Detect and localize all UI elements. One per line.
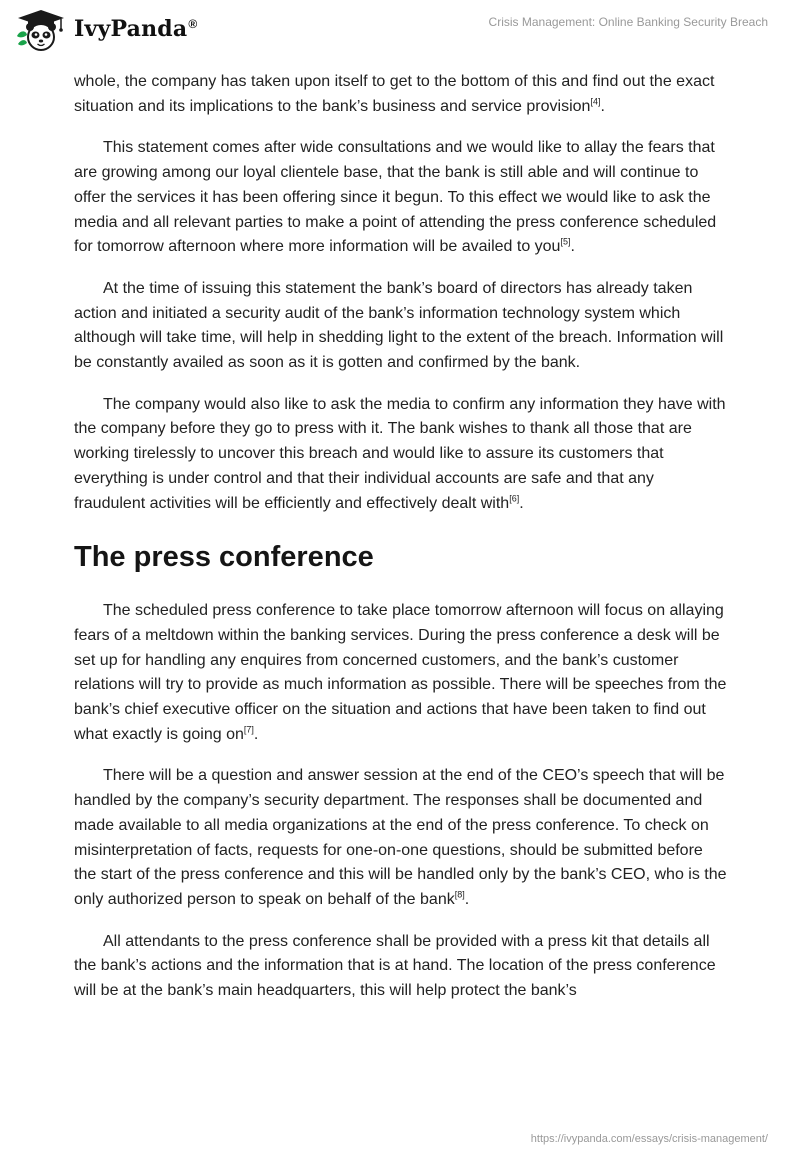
page-header xyxy=(0,0,800,60)
ivypanda-logo[interactable] xyxy=(14,8,197,52)
brand-name xyxy=(74,16,197,42)
paragraph-text: whole, the company has taken upon itself to get to the bottom of this and find out the exact situation and its implications to the bank’s business and service provision xyxy=(74,73,715,115)
paragraph-text: The scheduled press conference to take place tomorrow afternoon will focus on allaying fears of a meltdown within the banking services. During the press conference a desk will be set up for handling any enquires from concerned customers, and the bank’s customer relations will try to provide as much information as possible. There will be speeches from the bank’s chief executive officer on the situation and actions that have been taken to find out what exactly is going on xyxy=(74,602,727,743)
citation-ref[interactable]: [8] xyxy=(454,889,465,900)
paragraph xyxy=(74,277,728,376)
paragraph xyxy=(74,136,728,260)
paragraph xyxy=(74,930,728,1004)
paragraph-text: The company would also like to ask the media to confirm any information they have with the company before they go to press with it. The bank wishes to thank all those that are working tirelessly to uncover this breach and would like to assure its customers that everything is under control and that their individual accounts are safe and that any fraudulent activities will be efficiently and effectively dealt with xyxy=(74,395,726,512)
paragraph xyxy=(74,764,728,912)
source-url[interactable]: https://ivypanda.com/essays/crisis-management/ xyxy=(530,1133,768,1145)
paragraph xyxy=(74,393,728,517)
paragraph-tail: . xyxy=(570,238,575,256)
paragraph-tail: . xyxy=(464,890,470,908)
paragraph-text: There will be a question and answer session at the end of the CEO’s speech that will be handled by the company’s security department. The responses shall be documented and made available to all media organizations at the end of the press conference. To check on misinterpretation of facts, requests for one-on-one questions, should be submitted before the start of the press conference and this will be handled only by the bank’s CEO, who is the only authorized person to speak on behalf of the bank xyxy=(74,767,727,908)
brand-name-text: IvyPanda xyxy=(74,16,188,42)
paragraph xyxy=(74,70,728,119)
paragraph-tail: . xyxy=(600,97,605,115)
panda-graduation-cap-logo-icon xyxy=(14,8,68,52)
paragraph-tail: . xyxy=(519,494,524,512)
citation-ref[interactable]: [4] xyxy=(590,96,601,107)
paragraph-tail: . xyxy=(253,725,259,743)
paragraph-text: At the time of issuing this statement the bank’s board of directors has already taken action and initiated a security audit of the bank’s information technology system which although will take time, will help in shedding light to the extent of the breach. Information will be constantly availed as soon as it is gotten and confirmed by the bank. xyxy=(74,279,724,372)
document-title: Crisis Management: Online Banking Security Breach xyxy=(488,15,768,29)
citation-ref[interactable]: [5] xyxy=(560,236,571,247)
citation-ref[interactable]: [7] xyxy=(243,724,254,735)
paragraph-text: This statement comes after wide consultations and we would like to allay the fears that are growing among our loyal clientele base, that the bank is still able and will continue to offer the services it has been offering since it begun. To this effect we would like to ask the media and all relevant parties to make a point of attending the press conference scheduled for tomorrow afternoon where more information will be availed to you xyxy=(74,139,717,256)
essay-content xyxy=(74,70,728,1021)
registered-mark: ® xyxy=(188,16,198,31)
section-heading: The press conference xyxy=(74,541,374,574)
citation-ref[interactable]: [6] xyxy=(509,493,520,504)
paragraph-text: All attendants to the press conference shall be provided with a press kit that details all the bank’s actions and the information that is at hand. The location of the press conference will be at the bank’s main headquarters, this will help protect the bank’s xyxy=(74,932,716,1000)
paragraph xyxy=(74,599,728,747)
